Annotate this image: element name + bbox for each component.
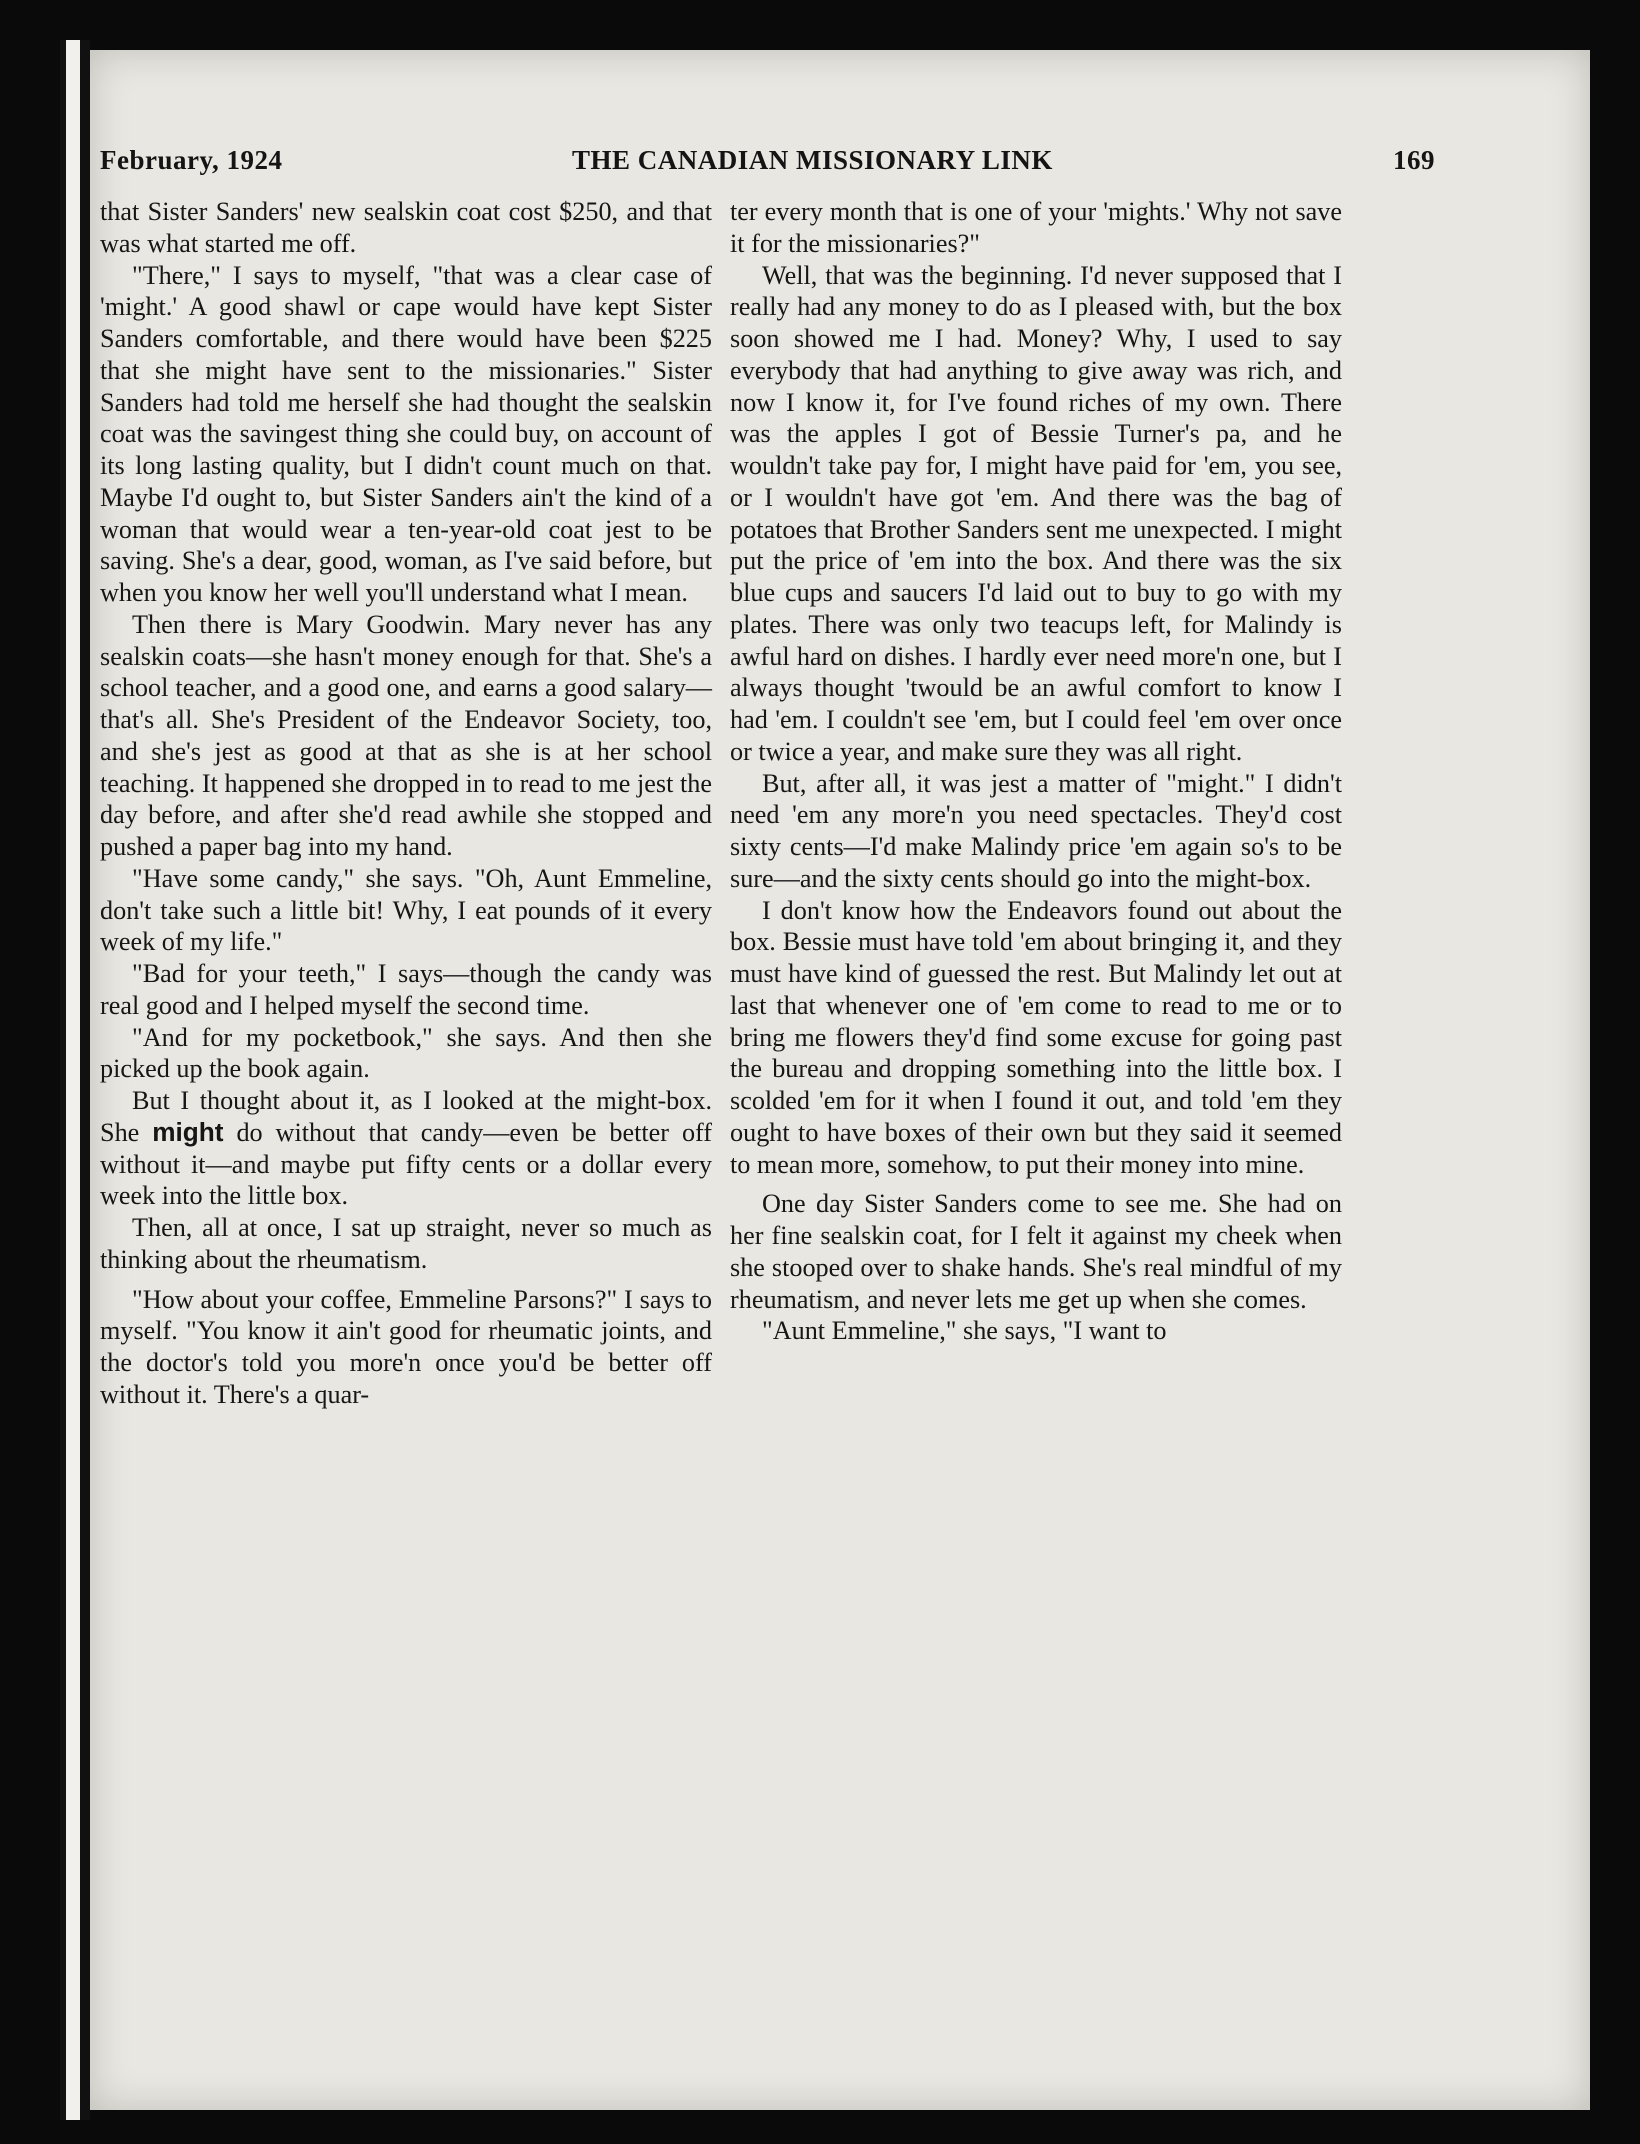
paragraph-gap bbox=[100, 1276, 712, 1284]
emphasized-word: might bbox=[152, 1116, 224, 1147]
paragraph: Then, all at once, I sat up straight, never so much as thinking about the rheumatism. bbox=[100, 1213, 712, 1274]
header-date: February, 1924 bbox=[100, 145, 283, 175]
paragraph: "Aunt Emmeline," she says, "I want to bbox=[762, 1316, 1167, 1346]
paragraph: "Bad for your teeth," I says—though the candy was real good and I helped myself the second time. bbox=[100, 959, 712, 1020]
right-column bbox=[730, 196, 1342, 1347]
paragraph-text: But I thought about it, as I looked at the might-box. She bbox=[100, 1086, 712, 1147]
paragraph: Then there is Mary Goodwin. Mary never has any sealskin coats—she hasn't money enough for that. She's a school teacher, and a good one, and earns a good salary—that's all. She's President of the Endeavor Society, too, and she's jest as good at that as she is at her school teaching. It happened she dropped in to read to me jest the day before, and after she'd read awhile she stopped and pushed a paper bag into my hand. bbox=[100, 609, 712, 861]
paragraph: I don't know how the Endeavors found out about the box. Bessie must have told 'em about bringing it, and they must have kind of guessed the rest. But Malindy let out at last that whenever one of 'em come to read to me or to bring me flowers they'd find some excuse for going past the bureau and dropping something into the little box. I scolded 'em for it when I found it out, and told 'em they ought to have boxes of their own but they said it seemed to mean more, somehow, to put their money into mine. bbox=[730, 895, 1342, 1179]
paragraph-text: do without that candy—even be better off without it—and maybe put fifty cents or a dollar every week into the little box. bbox=[100, 1117, 713, 1211]
page-header bbox=[100, 145, 1435, 185]
paragraph: that Sister Sanders' new sealskin coat cost $250, and that was what started me off. bbox=[100, 197, 712, 258]
binding-edge bbox=[60, 40, 90, 2120]
paragraph: "There," I says to myself, "that was a clear case of 'might.' A good shawl or cape would have kept Sister Sanders comfortable, and there would have been $225 that she might have sent to the missionaries." Sister Sanders had told me herself she had thought the sealskin coat was the savingest thing she could buy, on account of its long lasting quality, but I didn't count much on that. Maybe I'd ought to, but Sister Sanders ain't the kind of a woman that would wear a ten-year-old coat jest to be saving. She's a dear, good, woman, as I've said before, but when you know her well you'll understand what I mean. bbox=[100, 260, 712, 607]
left-column bbox=[100, 196, 712, 1411]
publication-title: THE CANADIAN MISSIONARY LINK bbox=[572, 145, 1053, 175]
page-number: 169 bbox=[1393, 145, 1435, 175]
paragraph: But, after all, it was jest a matter of "might." I didn't need 'em any more'n you need spectacles. They'd cost sixty cents—I'd make Malindy price 'em again so's to be sure—and the sixty cents should go into the might-box. bbox=[730, 768, 1342, 893]
paragraph: "How about your coffee, Emmeline Parsons?" I says to myself. "You know it ain't good for rheumatic joints, and the doctor's told you more'n once you'd be better off without it. There's a quar- bbox=[100, 1284, 712, 1409]
paragraph bbox=[100, 1085, 712, 1212]
paragraph: Well, that was the beginning. I'd never supposed that I really had any money to do as I pleased with, but the box soon showed me I had. Money? Why, I used to say everybody that had anything to give away was rich, and now I know it, for I've found riches of my own. There was the apples I got of Bessie Turner's pa, and he wouldn't take pay for, I might have paid for 'em, you see, or I wouldn't have got 'em. And there was the bag of potatoes that Brother Sanders sent me unexpected. I might put the price of 'em into the box. And there was the six blue cups and saucers I'd laid out to buy to go with my plates. There was only two teacups left, for Malindy is awful hard on dishes. I hardly ever need more'n one, but I always thought 'twould be an awful comfort to know I had 'em. I couldn't see 'em, but I could feel 'em over once or twice a year, and make sure they was all right. bbox=[730, 260, 1342, 766]
paragraph: "Have some candy," she says. "Oh, Aunt Emmeline, don't take such a little bit! Why, I eat pounds of it every week of my life." bbox=[100, 863, 712, 957]
paragraph-gap bbox=[730, 1180, 1342, 1188]
paragraph: One day Sister Sanders come to see me. She had on her fine sealskin coat, for I felt it against my cheek when she stooped over to shake hands. She's real mindful of my rheumatism, and never lets me get up when she comes. bbox=[730, 1189, 1342, 1314]
paragraph: ter every month that is one of your 'mights.' Why not save it for the missionaries?" bbox=[730, 197, 1342, 258]
paragraph: "And for my pocketbook," she says. And then she picked up the book again. bbox=[100, 1022, 712, 1084]
